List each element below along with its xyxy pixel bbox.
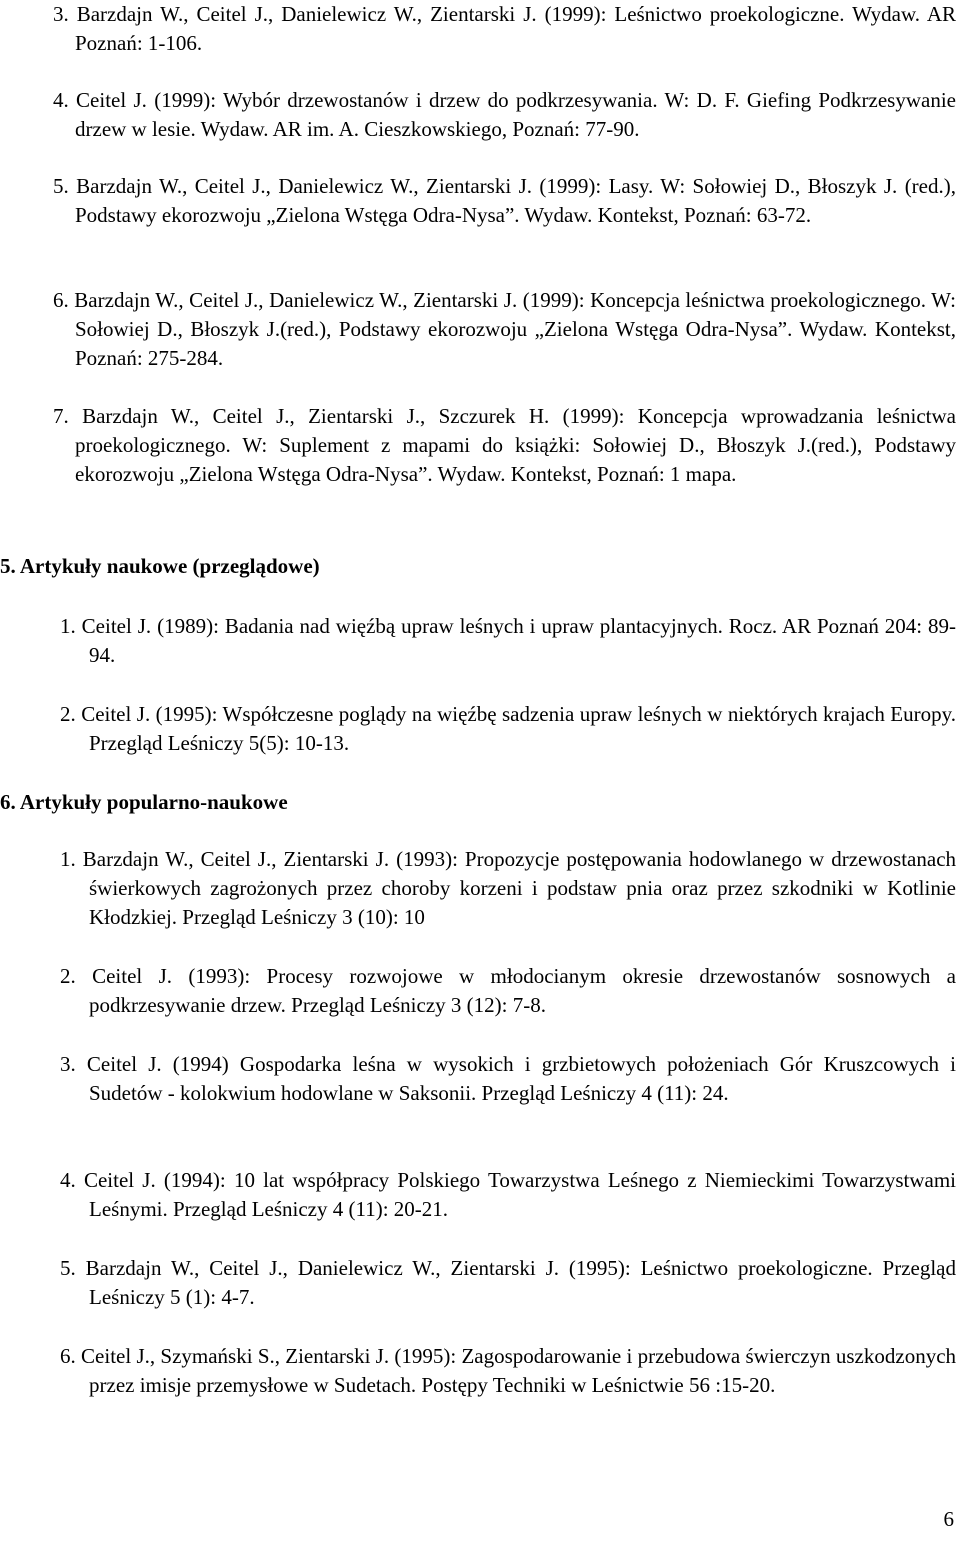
item-number: 5. [53, 174, 69, 198]
item-text: Ceitel J. (1994): 10 lat współpracy Polskiego Towarzystwa Leśnego z Niemieckimi Towarzystwami Leśnymi. Przegląd Leśniczy 4 (11): 20-21. [83, 1168, 956, 1221]
item-text: Barzdajn W., Ceitel J., Danielewicz W., Zientarski J. (1999): Koncepcja leśnictwa proekologicznego. W: Sołowiej D., Błoszyk J.(red.), Podstawy ekorozwoju „Zielona Wstęga Odra-Nysa”. Wydaw. Kontekst, Poznań: 275-284. [74, 288, 957, 370]
item-text: Ceitel J. (1989): Badania nad więźbą upraw leśnych i upraw plantacyjnych. Rocz. AR Poznań 204: 89-94. [81, 614, 956, 667]
list-item [60, 700, 956, 758]
list-item [60, 962, 956, 1020]
item-text: Barzdajn W., Ceitel J., Danielewicz W., Zientarski J. (1999): Leśnictwo proekologiczne. Wydaw. AR Poznań: 1-106. [75, 2, 956, 55]
list-item [60, 1166, 956, 1224]
list-item [60, 612, 956, 670]
item-number: 2. [60, 964, 76, 988]
list-item [53, 402, 956, 489]
item-number: 6. [53, 288, 69, 312]
item-number: 6. [60, 1344, 76, 1368]
list-item [60, 845, 956, 932]
item-number: 4. [53, 88, 69, 112]
item-text: Ceitel J. (1999): Wybór drzewostanów i drzew do podkrzesywania. W: D. F. Giefing Podkrzesywanie drzew w lesie. Wydaw. AR im. A. Cieszkowskiego, Poznań: 77-90. [75, 88, 956, 141]
item-text: Barzdajn W., Ceitel J., Zientarski J. (1993): Propozycje postępowania hodowlanego w drzewostanach świerkowych zagrożonych przez choroby korzeni i podstaw pnia oraz przez szkodniki w Kotlinie Kłodzkiej. Przegląd Leśniczy 3 (10): 10 [82, 847, 957, 929]
item-text: Ceitel J. (1995): Współczesne poglądy na więźbę sadzenia upraw leśnych w niektórych krajach Europy. Przegląd Leśniczy 5(5): 10-13. [81, 702, 956, 755]
list-item [53, 0, 956, 58]
item-number: 7. [53, 404, 69, 428]
list-item [53, 286, 956, 373]
item-number: 5. [60, 1256, 76, 1280]
item-text: Ceitel J. (1994) Gospodarka leśna w wysokich i grzbietowych położeniach Gór Kruszcowych i Sudetów - kolokwium hodowlane w Saksonii. Przegląd Leśniczy 4 (11): 24. [86, 1052, 957, 1105]
item-text: Barzdajn W., Ceitel J., Danielewicz W., Zientarski J. (1995): Leśnictwo proekologiczne. Przegląd Leśniczy 5 (1): 4-7. [85, 1256, 957, 1309]
item-text: Barzdajn W., Ceitel J., Zientarski J., Szczurek H. (1999): Koncepcja wprowadzania leśnictwa proekologicznego. W: Suplement z mapami do książki: Sołowiej D., Błoszyk J.(red.), Podstawy ekorozwoju „Zielona Wstęga Odra-Nysa”. Wydaw. Kontekst, Poznań: 1 mapa. [75, 404, 956, 486]
list-item [60, 1342, 956, 1400]
page-number: 6 [943, 1507, 954, 1531]
item-text: Barzdajn W., Ceitel J., Danielewicz W., Zientarski J. (1999): Lasy. W: Sołowiej D., Błoszyk J. (red.), Podstawy ekorozwoju „Zielona Wstęga Odra-Nysa”. Wydaw. Kontekst, Poznań: 63-72. [75, 174, 956, 227]
item-number: 2. [60, 702, 76, 726]
item-number: 1. [60, 614, 76, 638]
item-text: Ceitel J., Szymański S., Zientarski J. (1995): Zagospodarowanie i przebudowa świerczyn uszkodzonych przez imisje przemysłowe w Sudetach. Postępy Techniki w Leśnictwie 56 :15-20. [81, 1344, 957, 1397]
item-number: 3. [60, 1052, 76, 1076]
list-item [53, 86, 956, 144]
section-heading: 5. Artykuły naukowe (przeglądowe) [0, 554, 320, 578]
section-heading: 6. Artykuły popularno-naukowe [0, 790, 288, 814]
item-text: Ceitel J. (1993): Procesy rozwojowe w młodocianym okresie drzewostanów sosnowych a podkrzesywanie drzew. Przegląd Leśniczy 3 (12): 7-8. [89, 964, 957, 1017]
item-number: 3. [53, 2, 69, 26]
list-item [60, 1050, 956, 1108]
item-number: 1. [60, 847, 76, 871]
list-item [60, 1254, 956, 1312]
list-item [53, 172, 956, 230]
item-number: 4. [60, 1168, 76, 1192]
